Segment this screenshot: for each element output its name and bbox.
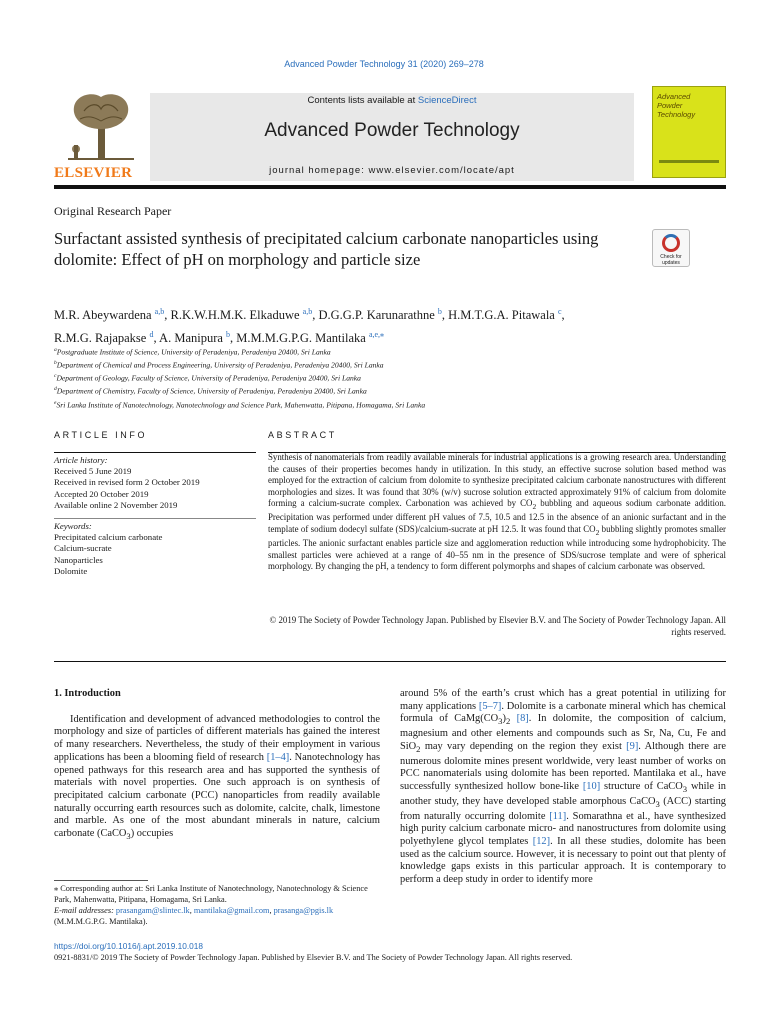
divider: [54, 452, 256, 453]
abstract-text: Synthesis of nanomaterials from readily available minerals for industrial applications is a growing research area. Understanding the causes of their properties becomes handy in utilization. In this study, an effective sucrose solution based method was employed for the extraction of calcium from dolomite to synthesize precipitated calcium carbonate nanostructures with different morphologies and sizes. It was found that 30% (w/v) sucrose solution extracted approximately 91% of calcium from dolomite forming a calcium-sucrate complex. Carbonation was achieved by $CO_2$ bubbling and aqueous sodium carbonate addition. Precipitation was performed under different pH values of 7.5, 10.5 and 12.5 in the absence of an anionic surfactant and in the template of sodium dodecyl sulfate (SDS)/calcium-sucrate at pH 12.5. It was found that $CO_2$ bubbling slightly promotes smaller particles. The anionic surfactant enables particle size and agglomeration reduction while introducing some hydrophobicity. The smallest particles were achieved at a range of 40–55 nm in the presence of SDS/sucrose template and were of spherical morphology. By changing the pH, a tendency to form different polymorphs and shapes of calcium carbonate was observed.: [268, 452, 726, 572]
citation-link[interactable]: [9]: [626, 740, 639, 752]
elsevier-wordmark: ELSEVIER: [54, 165, 133, 181]
check-updates-icon: [662, 234, 680, 252]
history-item: Received in revised form 2 October 2019: [54, 477, 200, 488]
citation-link[interactable]: [12]: [532, 836, 551, 848]
journal-homepage[interactable]: journal homepage: www.elsevier.com/locate/apt: [269, 165, 515, 176]
corresponding-author-footnote: [54, 883, 380, 927]
abstract-heading: ABSTRACT: [268, 430, 337, 440]
check-updates-label: Check for updates: [660, 254, 682, 266]
author-list: [54, 302, 726, 348]
issn-line: 0921-8831/© 2019 The Society of Powder Technology Japan. Published by Elsevier B.V. and The Society of Powder Technology Japan. All rights reserved.: [54, 953, 573, 962]
author[interactable]: M.R. Abeywardena $^{a,b}$,: [54, 307, 171, 323]
affiliation: $^a$Postgraduate Institute of Science, University of Peradeniya, Peradeniya 20400, Sri Lanka: [54, 347, 331, 357]
author[interactable]: D.G.G.P. Karunarathne $^b$,: [318, 307, 449, 323]
body-column-left: [54, 688, 380, 843]
affiliation: $^c$Department of Geology, Faculty of Science, University of Peradeniya, Peradeniya 20400, Sri Lanka: [54, 373, 361, 383]
footnote-corresponding: ⁎ Corresponding author at: Sri Lanka Institute of Nanotechnology, Nanotechnology & Science Park, Mahenwatta, Pitipana, Homagama, Sri Lanka.: [54, 884, 368, 904]
cover-title-line: Technology: [657, 110, 696, 119]
author[interactable]: M.M.M.G.P.G. Mantilaka $^{a,e,⁎}$: [236, 330, 385, 346]
keywords-label: Keywords:: [54, 521, 92, 531]
history-item: Available online 2 November 2019: [54, 499, 178, 510]
keyword: Calcium-sucrate: [54, 543, 112, 554]
history-label: Article history:: [54, 455, 108, 465]
doi-link[interactable]: https://doi.org/10.1016/j.apt.2019.10.018: [54, 941, 203, 951]
journal-name: Advanced Powder Technology: [264, 120, 520, 141]
email-link[interactable]: mantilaka@gmail.com: [193, 906, 270, 915]
history-item: Accepted 20 October 2019: [54, 488, 149, 499]
author[interactable]: A. Manipura $^b$,: [159, 330, 237, 346]
affiliation: $^e$Sri Lanka Institute of Nanotechnology, Nanotechnology and Science Park, Mahenwatta, Pitipana, Homagama, Sri Lanka: [54, 399, 426, 410]
article-type: Original Research Paper: [54, 204, 172, 218]
email-link[interactable]: prasangam@slintec.lk: [115, 906, 190, 915]
citation-link[interactable]: [8]: [516, 713, 529, 725]
affiliation: $^d$Department of Chemistry, Faculty of Science, University of Peradeniya, Peradeniya 20400, Sri Lanka: [54, 386, 367, 396]
contents-line: [150, 95, 634, 106]
cover-strip: [659, 160, 719, 163]
citation-link[interactable]: [11]: [549, 810, 567, 822]
affiliation: $^b$Department of Chemical and Process Engineering, University of Peradeniya, Peradeniya 20400, Sri Lanka: [54, 360, 384, 370]
author[interactable]: R.K.W.H.M.K. Elkaduwe $^{a,b}$,: [170, 307, 319, 323]
section-heading: 1. Introduction: [54, 688, 121, 699]
journal-citation[interactable]: Advanced Powder Technology 31 (2020) 269–278: [284, 59, 484, 69]
article-info-heading: ARTICLE INFO: [54, 430, 148, 440]
affiliations: [54, 345, 726, 411]
divider: [54, 661, 726, 662]
article-history: [54, 455, 256, 511]
abstract-copyright: © 2019 The Society of Powder Technology Japan. Published by Elsevier B.V. and The Society of Powder Technology Japan. All rights reserved.: [269, 615, 726, 637]
citation-link[interactable]: [5–7]: [478, 700, 502, 712]
keyword: Nanoparticles: [54, 554, 103, 565]
keyword: Precipitated calcium carbonate: [54, 532, 163, 543]
divider: [54, 518, 256, 519]
journal-cover-thumbnail[interactable]: [652, 86, 726, 178]
cover-title-line: Advanced: [657, 92, 691, 101]
paragraph: Identification and development of advanced methodologies to control the morphology and size of particles of different materials has gained the interest of many researchers. Nevertheless, the study of their employment in various applications has been a blooming field of research [1–4]. Nanotechnology has opened pathways for this research area and has supported the synthesis of materials with novel properties. One such approach is on synthesis of precipitated calcium carbonate (PCC) nanoparticles from readily available naturally occurring earth resources such as dolomite, calcite, chalk, limestone and marble. As one of the most abundant minerals in nature, calcium carbonate (CaCO$_3$) occupies: [54, 713, 380, 842]
check-for-updates-badge[interactable]: [652, 229, 690, 267]
history-item: Received 5 June 2019: [54, 466, 132, 477]
sciencedirect-link[interactable]: ScienceDirect: [417, 95, 477, 106]
contents-prefix: Contents lists available at: [307, 95, 418, 106]
keywords: [54, 521, 256, 577]
footnote-emails: E-mail addresses: prasangam@slintec.lk, mantilaka@gmail.com, prasanga@pgis.lk (M.M.M.G.P.G. Mantilaka).: [54, 906, 334, 926]
author[interactable]: H.M.T.G.A. Pitawala $^c$,: [448, 307, 565, 323]
citation-link[interactable]: [1–4]: [266, 751, 290, 763]
email-link[interactable]: prasanga@pgis.lk: [273, 906, 334, 915]
keyword: Dolomite: [54, 565, 88, 576]
article-title: Surfactant assisted synthesis of precipitated calcium carbonate nanoparticles using dolomite: Effect of pH on morphology and particle size: [54, 229, 599, 269]
cover-title-line: Powder: [657, 101, 683, 110]
footnote-rule: [54, 880, 148, 881]
author[interactable]: R.M.G. Rajapakse $^d$,: [54, 330, 160, 346]
citation-link[interactable]: [10]: [582, 781, 601, 793]
body-column-right: around 5% of the earth’s crust which has a great potential in utilizing for many applications [5–7]. Dolomite is a carbonate mineral which has chemical formula of $CaMg(CO_3)_2$ [8]. In dolomite, the composition of calcium, magnesium and other elements and compounds such as Sr, Na, Cu, Fe and SiO$_2$ may vary depending on the region they exist [9]. Although there are numerous dolomite mines present worldwide, very least number of works on PCC nanomaterials using dolomite has been reported. Mantilaka et al., have successfully synthesized hollow bone-like [10] structure of CaCO$_3$ while in another study, they have developed stable amorphous CaCO$_3$ (ACC) starting from naturally occurring dolomite [11]. Somarathna et al., have synthesized high purity calcium carbonate micro- and nanostructures from dolomite using polyethylene glycol templates [12]. In all these studies, dolomite has been used as the calcium source. However, it is necessary to point out that plenty of knowledge gaps exists in this particular approach. It is contemporary to perform a deep study in order to identify more: [400, 688, 727, 886]
